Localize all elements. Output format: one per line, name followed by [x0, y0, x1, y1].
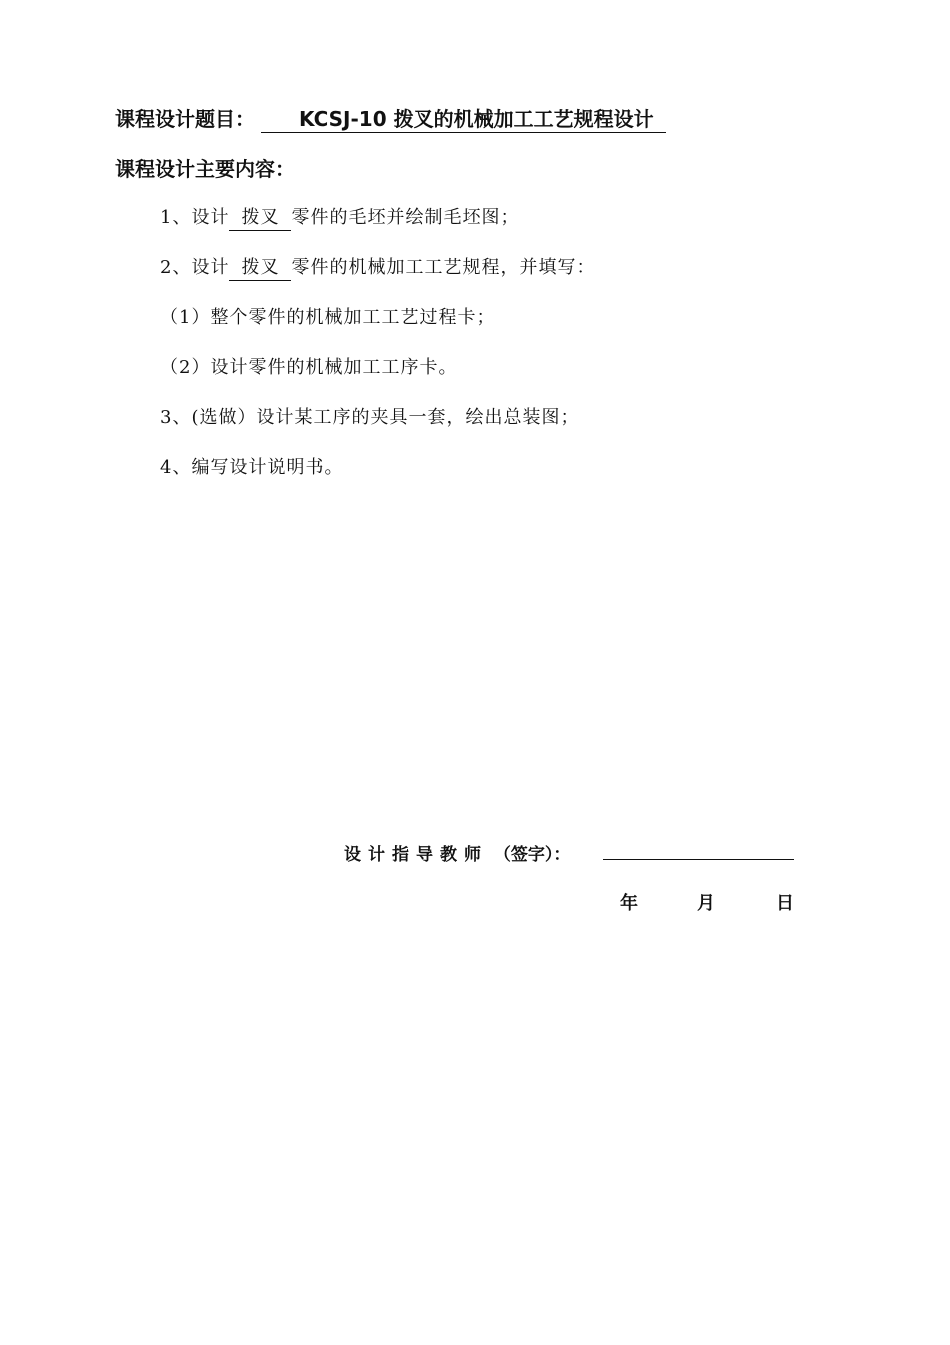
signature-row: [344, 840, 570, 865]
date-year-label: 年: [620, 893, 638, 914]
course-topic-value: KCSJ-10 拨叉的机械加工工艺规程设计: [261, 106, 666, 133]
item-1-prefix: 1、设计: [160, 207, 230, 228]
item-2-prefix: 2、设计: [160, 257, 230, 278]
course-topic-row: [115, 103, 666, 133]
content-heading: 课程设计主要内容：: [115, 157, 295, 181]
course-topic-label: 课程设计题目：: [115, 107, 255, 131]
signature-note: （签字）：: [493, 845, 571, 865]
signature-label: 设计指导教师: [344, 845, 488, 865]
date-month-label: 月: [697, 893, 715, 914]
item-1-part-name: 拨叉: [229, 206, 291, 231]
content-item-2-1: （1）整个零件的机械加工工艺过程卡；: [160, 307, 496, 328]
signature-line[interactable]: [603, 859, 794, 860]
item-2-part-name: 拨叉: [229, 256, 291, 281]
date-day-label: 日: [776, 893, 794, 914]
item-2-suffix: 零件的机械加工工艺规程，并填写：: [291, 257, 596, 278]
content-item-2-2: （2）设计零件的机械加工工序卡。: [160, 357, 458, 378]
content-item-4: 4、编写设计说明书。: [160, 457, 344, 478]
content-item-1: [160, 203, 519, 231]
content-item-2: [160, 253, 595, 281]
item-1-suffix: 零件的毛坯并绘制毛坯图；: [291, 207, 520, 228]
content-item-3: 3、(选做）设计某工序的夹具一套，绘出总装图；: [160, 407, 580, 428]
